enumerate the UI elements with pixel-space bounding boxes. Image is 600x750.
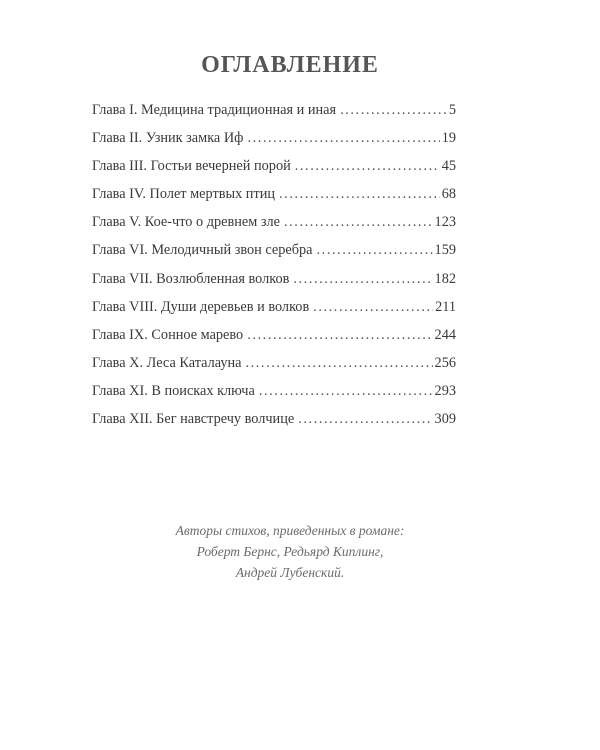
toc-page-number: 5	[448, 102, 456, 118]
toc-entry	[92, 186, 456, 214]
toc-page-number: 309	[434, 411, 456, 428]
credits-line: Авторы стихов, приведенных в романе:	[175, 523, 405, 538]
toc-page-number: 244	[434, 326, 456, 343]
toc-dot-leader	[247, 327, 432, 344]
toc-page-number: 159	[434, 242, 456, 259]
toc-dot-leader	[279, 186, 440, 203]
toc-entry	[92, 355, 456, 383]
toc-dot-leader	[317, 242, 433, 259]
toc-title: ОГЛАВЛЕНИЕ	[201, 52, 379, 78]
toc-page-number: 182	[434, 270, 456, 287]
toc-chapter-title: Глава VI. Мелодичный звон серебра	[92, 242, 313, 259]
toc-entry	[92, 102, 456, 130]
toc-chapter-title: Глава I. Медицина традиционная и иная	[92, 102, 337, 118]
toc-dot-leader	[284, 214, 433, 231]
toc-page-number: 45	[441, 158, 456, 175]
toc-chapter-title: Глава II. Узник замка Иф	[92, 130, 244, 147]
toc-entry	[92, 327, 456, 355]
toc-dot-leader	[313, 299, 433, 316]
toc-entry	[92, 130, 456, 158]
toc-chapter-title: Глава VIII. Души деревьев и волков	[92, 298, 310, 315]
toc-entry	[92, 383, 456, 411]
poetry-credits	[100, 520, 480, 583]
credits-line: Андрей Лубенский.	[235, 565, 345, 580]
toc-entry	[92, 271, 456, 299]
toc-list	[92, 102, 456, 439]
toc-dot-leader	[298, 411, 432, 428]
toc-entry	[92, 299, 456, 327]
toc-dot-leader	[295, 158, 440, 175]
toc-entry	[92, 242, 456, 270]
toc-dot-leader	[259, 383, 433, 400]
toc-page-number: 68	[441, 186, 456, 203]
toc-chapter-title: Глава X. Леса Каталауна	[92, 354, 242, 371]
toc-page-number: 256	[434, 354, 456, 371]
toc-entry	[92, 214, 456, 242]
credits-line: Роберт Бернс, Редьярд Киплинг,	[196, 544, 384, 559]
toc-page-number: 123	[434, 214, 456, 231]
toc-chapter-title: Глава VII. Возлюбленная волков	[92, 270, 290, 287]
toc-chapter-title: Глава XI. В поисках ключа	[92, 382, 255, 399]
toc-entry	[92, 411, 456, 439]
toc-dot-leader	[247, 130, 439, 147]
toc-chapter-title: Глава IV. Полет мертвых птиц	[92, 186, 276, 203]
toc-dot-leader	[340, 102, 447, 119]
toc-chapter-title: Глава XII. Бег навстречу волчице	[92, 411, 295, 428]
toc-dot-leader	[293, 271, 432, 288]
toc-page-number: 19	[441, 130, 456, 147]
toc-dot-leader	[245, 355, 432, 372]
toc-page-number: 211	[435, 298, 456, 315]
toc-page-number: 293	[434, 382, 456, 399]
toc-entry	[92, 158, 456, 186]
toc-chapter-title: Глава V. Кое-что о древнем зле	[92, 214, 280, 231]
toc-chapter-title: Глава IX. Сонное марево	[92, 326, 244, 343]
toc-chapter-title: Глава III. Гостьи вечерней порой	[92, 158, 291, 175]
